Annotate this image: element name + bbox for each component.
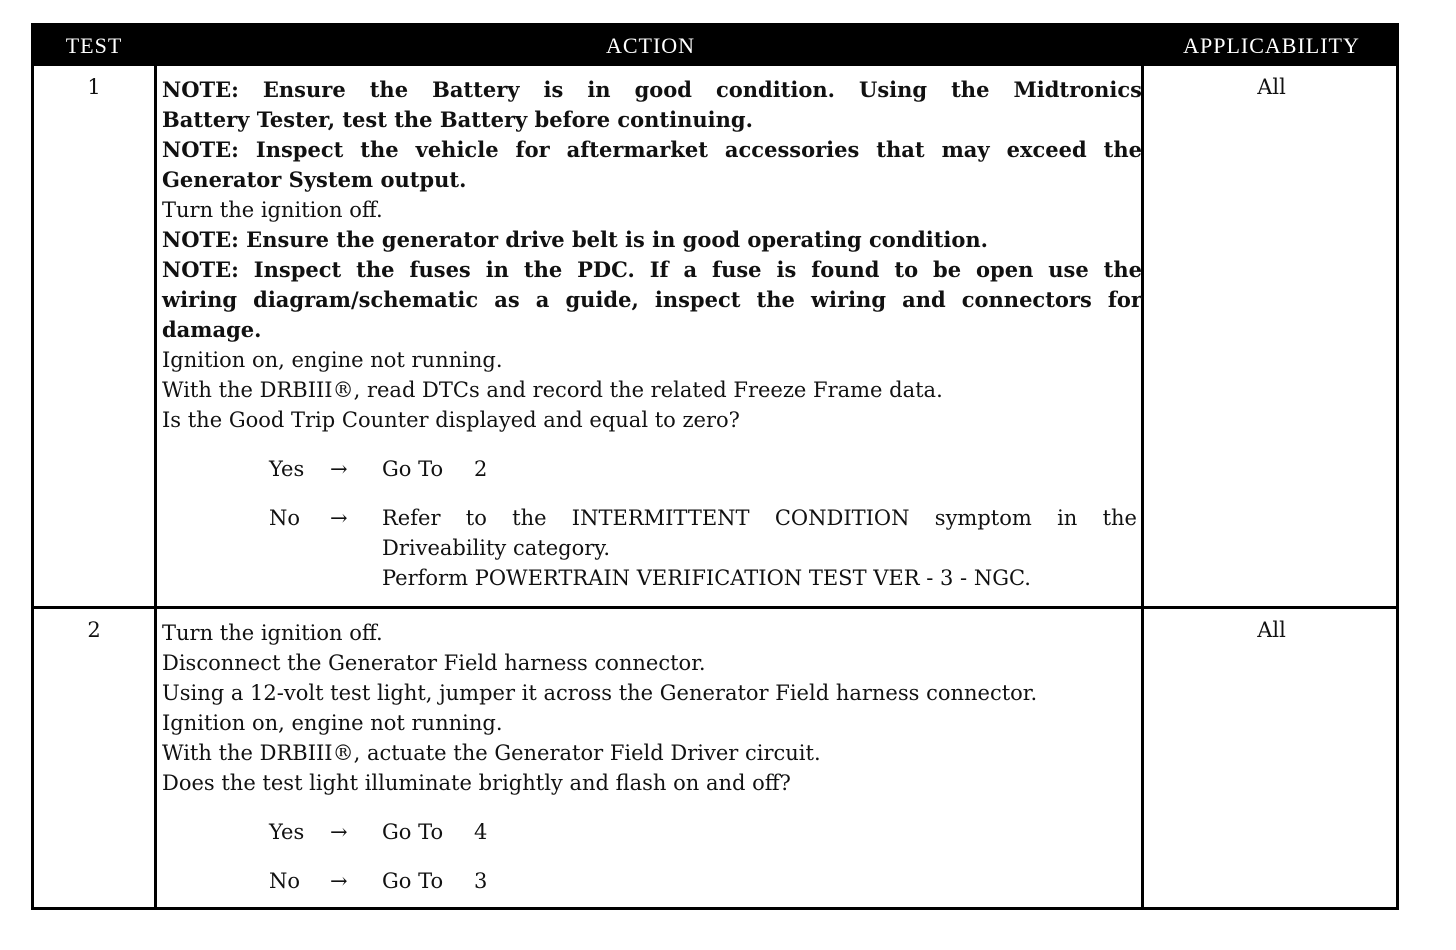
goto-text: Go To [382, 457, 444, 481]
arrow-right-icon: → [330, 820, 348, 844]
no-label: No [269, 869, 301, 893]
goto-target: 2 [474, 457, 488, 481]
goto-text: Go To [382, 820, 444, 844]
action-line: Does the test light illuminate brightly and flash on and off? [162, 771, 791, 795]
applicability-value: All [1257, 75, 1286, 99]
yes-label: Yes [269, 457, 305, 481]
action-line: wiring diagram/schematic as a guide, inspect the wiring and connectors for [162, 287, 1142, 312]
action-line: Ignition on, engine not running. [162, 348, 503, 372]
no-option [162, 866, 1142, 896]
test-number: 1 [87, 75, 101, 99]
table-header [34, 26, 1396, 66]
goto-target: 4 [474, 820, 488, 844]
action-line: With the DRBIII®, actuate the Generator Field Driver circuit. [162, 741, 821, 765]
yes-label: Yes [269, 820, 305, 844]
action-cell [162, 75, 1142, 593]
action-line: NOTE: Ensure the generator drive belt is in good operating condition. [162, 227, 988, 252]
no-option [162, 503, 1142, 593]
action-line: Battery Tester, test the Battery before continuing. [162, 107, 753, 132]
action-line: NOTE: Inspect the fuses in the PDC. If a fuse is found to be open use the [162, 257, 1142, 282]
action-cell [162, 618, 1142, 896]
action-line: damage. [162, 317, 262, 342]
action-line: Turn the ignition off. [162, 621, 383, 645]
no-label: No [269, 506, 301, 530]
no-option-text [382, 503, 1137, 593]
action-line: With the DRBIII®, read DTCs and record the related Freeze Frame data. [162, 378, 943, 402]
header-applicability: APPLICABILITY [1183, 33, 1360, 58]
arrow-right-icon: → [330, 869, 348, 893]
column-divider [154, 66, 157, 907]
action-line: Ignition on, engine not running. [162, 711, 503, 735]
action-line: Generator System output. [162, 167, 467, 192]
header-action: ACTION [605, 33, 696, 58]
action-line: NOTE: Inspect the vehicle for aftermarket accessories that may exceed the [162, 137, 1142, 162]
action-line: NOTE: Ensure the Battery is in good condition. Using the Midtronics [162, 77, 1142, 102]
action-line: Disconnect the Generator Field harness connector. [162, 651, 706, 675]
no-option-line: Refer to the INTERMITTENT CONDITION symptom in the [382, 506, 1137, 530]
no-option-line: Driveability category. [382, 536, 610, 560]
row-divider [34, 606, 1396, 609]
arrow-right-icon: → [330, 506, 348, 530]
yes-option [162, 454, 1142, 484]
diagnostic-table [31, 23, 1399, 910]
test-number: 2 [87, 618, 101, 642]
goto-text: Go To [382, 869, 444, 893]
header-test: TEST [65, 33, 123, 58]
yes-option [162, 817, 1142, 847]
action-line: Using a 12-volt test light, jumper it across the Generator Field harness connector. [162, 681, 1038, 705]
no-option-line: Perform POWERTRAIN VERIFICATION TEST VER - 3 - NGC. [382, 566, 1031, 590]
goto-target: 3 [474, 869, 488, 893]
applicability-value: All [1257, 618, 1286, 642]
action-line: Is the Good Trip Counter displayed and equal to zero? [162, 408, 740, 432]
action-line: Turn the ignition off. [162, 198, 383, 222]
arrow-right-icon: → [330, 457, 348, 481]
